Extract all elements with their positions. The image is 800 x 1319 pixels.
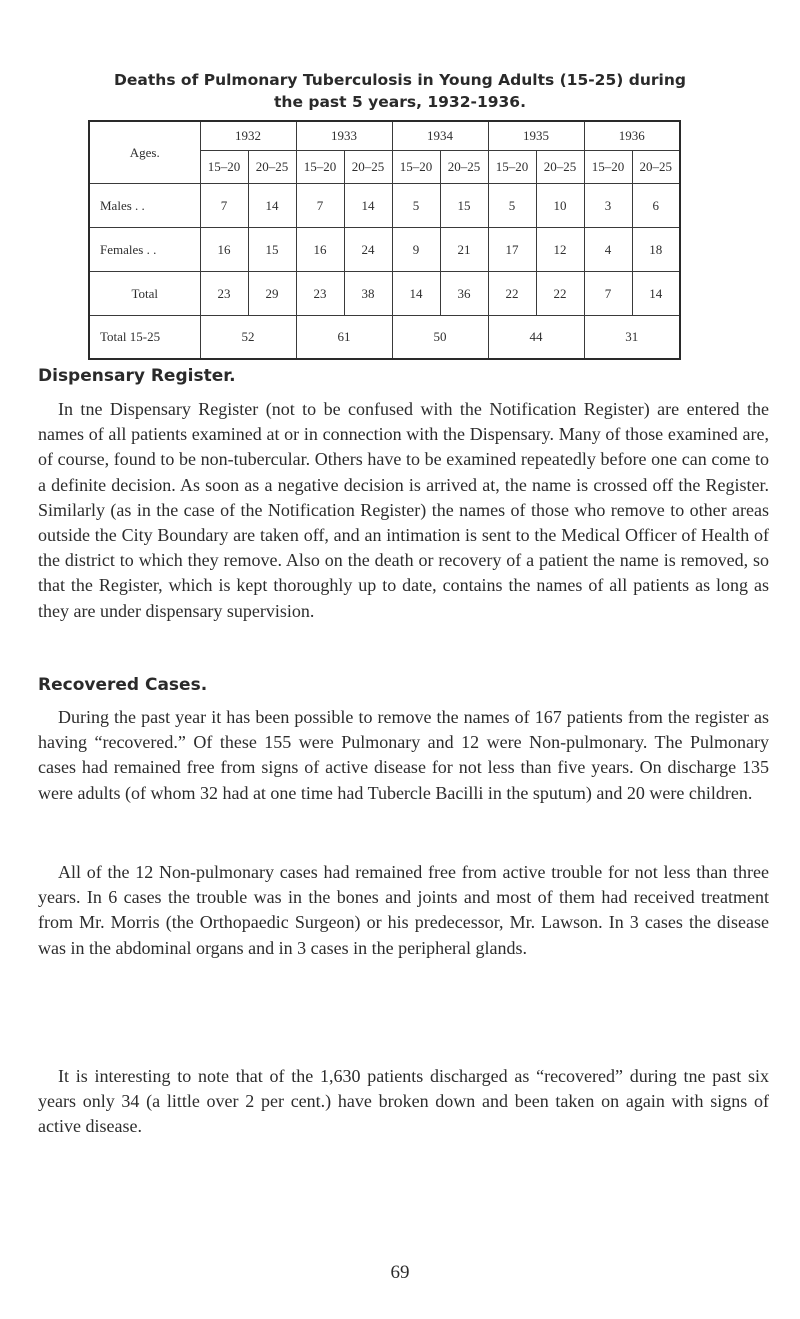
table-cell: 15 [440, 184, 488, 228]
ages-header: Ages. [89, 121, 200, 184]
deaths-table [88, 120, 681, 360]
paragraph-recovered-cases-3: It is interesting to note that of the 1,630 patients discharged as “recovered” during tne past six years only 34 (a little over 2 per cent.) have broken down and been taken on again with signs of active disease. [38, 1066, 769, 1137]
table-cell: 29 [248, 272, 296, 316]
table-row-males [89, 184, 680, 228]
table-cell: 61 [296, 316, 392, 360]
table-cell: 5 [392, 184, 440, 228]
age-group-header: 15–20 [392, 151, 440, 184]
row-label: Total [89, 272, 200, 316]
table-cell: 9 [392, 228, 440, 272]
table-cell: 24 [344, 228, 392, 272]
table-cell: 4 [584, 228, 632, 272]
age-group-header: 20–25 [344, 151, 392, 184]
table-cell: 16 [200, 228, 248, 272]
table-cell: 5 [488, 184, 536, 228]
table-cell: 22 [536, 272, 584, 316]
table-cell: 14 [248, 184, 296, 228]
row-label: Total 15-25 [89, 316, 200, 360]
page-number: 69 [390, 1262, 410, 1283]
table-cell: 38 [344, 272, 392, 316]
section-heading-recovered-cases: Recovered Cases. [38, 675, 208, 695]
row-label: Females . . [89, 228, 200, 272]
year-header: 1932 [200, 121, 296, 151]
table-cell: 52 [200, 316, 296, 360]
paragraph-dispensary-register: In tne Dispensary Register (not to be confused with the Notification Register) are entered the names of all patients examined at or in connection with the Dispensary. Many of those examined are, of course, found to be non-tubercular. Others have to be examined repeatedly before one can come to a definite decision. As soon as a negative decision is arrived at, the name is crossed off the Register. Similarly (as in the case of the Notification Register) the names of those who remove to other areas outside the City Boundary are taken off, and an intimation is sent to the Medical Officer of Health of the district to which they remove. Also on the death or recovery of a patient the name is removed, so that the Register, which is kept thoroughly up to date, contains the names of all patients as long as they are under dispensary supervision. [38, 399, 769, 621]
table-row-females [89, 228, 680, 272]
year-header: 1934 [392, 121, 488, 151]
table-cell: 23 [200, 272, 248, 316]
paragraph-recovered-cases-2: All of the 12 Non-pulmonary cases had remained free from active trouble for not less than three years. In 6 cases the trouble was in the bones and joints and most of them had received treatment from Mr. Morris (the Orthopaedic Surgeon) or his predecessor, Mr. Lawson. In 3 cases the disease was in the abdominal organs and in 3 cases in the peripheral glands. [38, 862, 769, 958]
year-header: 1935 [488, 121, 584, 151]
table-cell: 7 [200, 184, 248, 228]
age-group-header: 15–20 [584, 151, 632, 184]
age-group-header: 15–20 [488, 151, 536, 184]
table-row-total [89, 272, 680, 316]
table-cell: 16 [296, 228, 344, 272]
table-cell: 10 [536, 184, 584, 228]
table-cell: 44 [488, 316, 584, 360]
age-group-header: 20–25 [440, 151, 488, 184]
table-cell: 21 [440, 228, 488, 272]
table-cell: 6 [632, 184, 680, 228]
year-header: 1933 [296, 121, 392, 151]
table-row-total-15-25 [89, 316, 680, 360]
table-cell: 22 [488, 272, 536, 316]
table-cell: 12 [536, 228, 584, 272]
table-cell: 7 [584, 272, 632, 316]
age-group-header: 15–20 [200, 151, 248, 184]
age-group-header: 15–20 [296, 151, 344, 184]
table-title-line-2: the past 5 years, 1932-1936. [274, 93, 526, 111]
table-title-line-1: Deaths of Pulmonary Tuberculosis in Young Adults (15-25) during [114, 71, 686, 89]
row-label: Males . . [89, 184, 200, 228]
table-cell: 3 [584, 184, 632, 228]
year-header-row [89, 121, 680, 151]
table-cell: 31 [584, 316, 680, 360]
table-cell: 50 [392, 316, 488, 360]
table-cell: 7 [296, 184, 344, 228]
table-cell: 14 [392, 272, 440, 316]
table-cell: 23 [296, 272, 344, 316]
table-cell: 18 [632, 228, 680, 272]
section-heading-dispensary-register: Dispensary Register. [38, 366, 236, 386]
table-cell: 15 [248, 228, 296, 272]
age-group-header: 20–25 [248, 151, 296, 184]
age-group-header: 20–25 [536, 151, 584, 184]
year-header: 1936 [584, 121, 680, 151]
table-cell: 14 [344, 184, 392, 228]
age-group-header: 20–25 [632, 151, 680, 184]
table-cell: 36 [440, 272, 488, 316]
table-cell: 14 [632, 272, 680, 316]
table-cell: 17 [488, 228, 536, 272]
paragraph-recovered-cases-1: During the past year it has been possible to remove the names of 167 patients from the register as having “recovered.” Of these 155 were Pulmonary and 12 were Non-pulmonary. The Pulmonary cases had remained free from signs of active disease for not less than five years. On discharge 135 were adults (of whom 32 had at one time had Tubercle Bacilli in the sputum) and 20 were children. [38, 707, 769, 803]
